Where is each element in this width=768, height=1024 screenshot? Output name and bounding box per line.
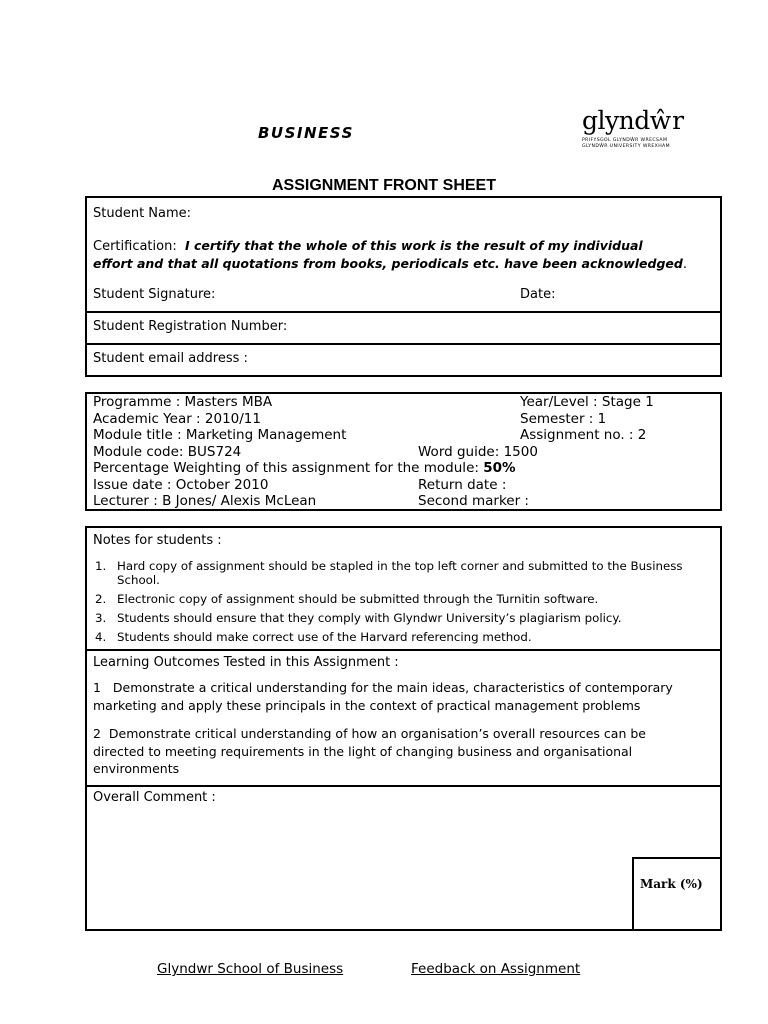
outcome-item [93, 679, 708, 714]
certification [93, 237, 718, 273]
list-item: 2. Electronic copy of assignment should be submitted through the Turnitin software. [95, 592, 599, 606]
outcome-number: 2 [93, 726, 101, 741]
certification-text-line1: I certify that the whole of this work is the result of my individual [184, 238, 643, 253]
logo-subtitle-welsh: PRIFYSGOL GLYNDŴR WRECSAM [582, 138, 668, 143]
list-item: 1. Hard copy of assignment should be stapled in the top left corner and submitted to the Business School. [95, 559, 683, 587]
programme: Programme : Masters MBA [93, 394, 273, 410]
certification-text-line2: effort and that all quotations from books, periodicals etc. have been acknowledged [93, 256, 683, 271]
module-code: Module code: BUS724 [93, 443, 242, 460]
academic-year: Academic Year : 2010/11 [93, 410, 261, 427]
mark-box [632, 857, 722, 931]
lecturer: Lecturer : B Jones/ Alexis McLean [93, 493, 317, 509]
module-info-box [85, 392, 722, 511]
certification-label: Certification: [93, 239, 177, 254]
comment-heading: Overall Comment : [93, 790, 216, 805]
notes-list [95, 559, 705, 649]
divider [87, 785, 720, 787]
page-title: ASSIGNMENT FRONT SHEET [271, 177, 496, 194]
certification-end: . [682, 257, 687, 272]
list-item: 3. Students should ensure that they comply with Glyndwr University’s plagiarism policy. [95, 611, 622, 625]
section-heading-business: BUSINESS [258, 124, 354, 142]
weighting-value: 50% [483, 460, 516, 476]
registration-label: Student Registration Number: [93, 319, 288, 334]
weighting-label: Percentage Weighting of this assignment for the module: [93, 460, 479, 476]
return-date: Return date : [418, 476, 507, 493]
outcomes-heading: Learning Outcomes Tested in this Assignment : [93, 655, 399, 670]
module-title: Module title : Marketing Management [93, 427, 347, 443]
notes-heading: Notes for students : [93, 533, 222, 548]
signature-label: Student Signature: [93, 287, 216, 302]
logo-subtitle-english: GLYNDŴR UNIVERSITY WREXHAM [582, 144, 670, 149]
outcome-text: Demonstrate a critical understanding for the main ideas, characteristics of contemporary marketing and apply these principals in the context of practical management problems [93, 680, 673, 713]
outcome-item [93, 725, 693, 778]
footer-school: Glyndwr School of Business [157, 961, 344, 977]
weighting [93, 460, 516, 477]
feedback-box [85, 526, 722, 931]
university-logo [582, 108, 692, 160]
word-guide: Word guide: 1500 [418, 443, 538, 460]
email-label: Student email address : [93, 351, 248, 366]
year-level: Year/Level : Stage 1 [520, 394, 654, 410]
semester: Semester : 1 [520, 410, 607, 427]
second-marker: Second marker : [418, 493, 529, 509]
logo-wordmark: glyndŵr [582, 106, 684, 135]
issue-date: Issue date : October 2010 [93, 476, 269, 493]
divider [87, 311, 720, 313]
divider [87, 343, 720, 345]
divider [87, 649, 720, 651]
list-item: 4. Students should make correct use of the Harvard referencing method. [95, 630, 532, 644]
student-name-label: Student Name: [93, 206, 192, 221]
date-label: Date: [520, 287, 556, 302]
footer-feedback: Feedback on Assignment [411, 961, 581, 977]
outcome-text: Demonstrate critical understanding of how an organisation’s overall resources can be directed to meeting requirements in the light of changing business and organisational environments [93, 726, 646, 776]
assignment-number: Assignment no. : 2 [520, 427, 647, 443]
mark-label: Mark (%) [640, 877, 703, 891]
student-details-box [85, 196, 722, 377]
outcome-number: 1 [93, 680, 101, 695]
